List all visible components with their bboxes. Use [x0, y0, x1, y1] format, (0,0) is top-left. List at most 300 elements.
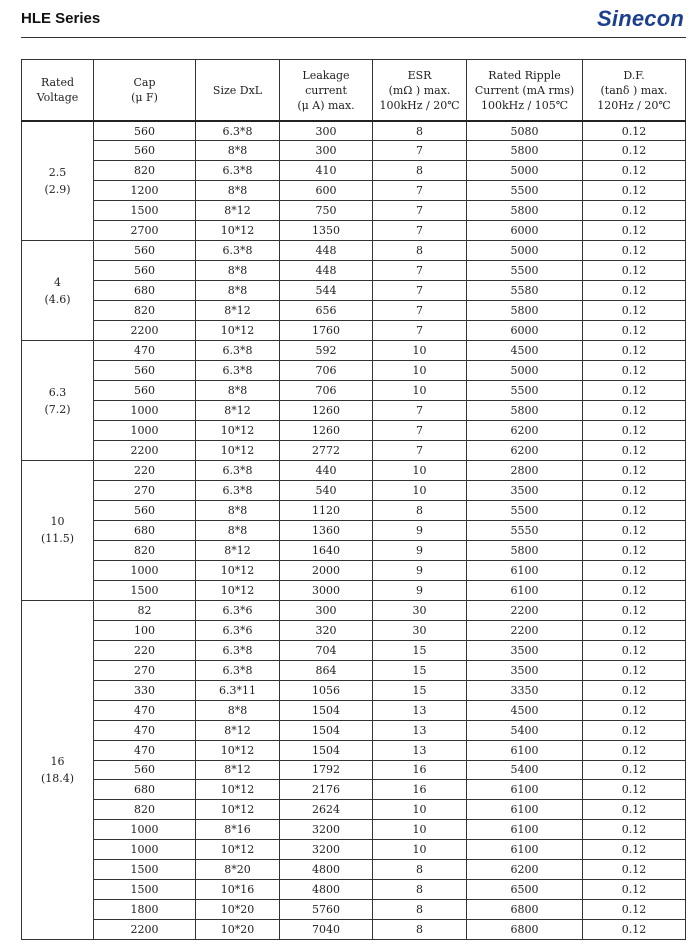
cap-cell: 560: [94, 141, 196, 161]
ripple-cell: 5000: [467, 361, 583, 381]
size-cell: 10*12: [196, 780, 280, 800]
leakage-cell: 1504: [280, 740, 373, 760]
leakage-cell: 864: [280, 660, 373, 680]
cap-cell: 2200: [94, 321, 196, 341]
column-header-cap: [94, 60, 196, 122]
leakage-cell: 1760: [280, 321, 373, 341]
cap-cell: 1000: [94, 840, 196, 860]
size-cell: 8*8: [196, 261, 280, 281]
column-header-line: ESR: [407, 68, 432, 82]
df-cell: 0.12: [583, 780, 686, 800]
cap-cell: 560: [94, 261, 196, 281]
table-row: [22, 341, 686, 361]
ripple-cell: 3350: [467, 680, 583, 700]
size-cell: 6.3*8: [196, 660, 280, 680]
df-cell: 0.12: [583, 361, 686, 381]
df-cell: 0.12: [583, 161, 686, 181]
size-cell: 10*12: [196, 560, 280, 580]
cap-cell: 560: [94, 361, 196, 381]
leakage-cell: 2624: [280, 800, 373, 820]
esr-cell: 8: [373, 900, 467, 920]
leakage-cell: 1504: [280, 700, 373, 720]
size-cell: 6.3*6: [196, 620, 280, 640]
leakage-cell: 750: [280, 201, 373, 221]
ripple-cell: 6800: [467, 900, 583, 920]
rated-voltage-cell: [22, 600, 94, 939]
rated-voltage-value: 16: [50, 754, 65, 768]
ripple-cell: 6500: [467, 880, 583, 900]
ripple-cell: 5500: [467, 381, 583, 401]
size-cell: 10*12: [196, 321, 280, 341]
table-row: [22, 700, 686, 720]
esr-cell: 15: [373, 640, 467, 660]
esr-cell: 13: [373, 700, 467, 720]
column-header-line: 100kHz / 105℃: [480, 98, 569, 112]
ripple-cell: 6000: [467, 321, 583, 341]
ripple-cell: 5800: [467, 401, 583, 421]
cap-cell: 820: [94, 800, 196, 820]
size-cell: 8*8: [196, 520, 280, 540]
df-cell: 0.12: [583, 520, 686, 540]
column-header-line: (μ A) max.: [297, 98, 355, 112]
cap-cell: 560: [94, 760, 196, 780]
size-cell: 6.3*8: [196, 460, 280, 480]
table-row: [22, 201, 686, 221]
cap-cell: 680: [94, 780, 196, 800]
leakage-cell: 656: [280, 301, 373, 321]
df-cell: 0.12: [583, 261, 686, 281]
header-row: [22, 60, 686, 122]
size-cell: 10*20: [196, 900, 280, 920]
ripple-cell: 5550: [467, 520, 583, 540]
esr-cell: 30: [373, 620, 467, 640]
table-row: [22, 121, 686, 141]
esr-cell: 9: [373, 520, 467, 540]
ripple-cell: 5500: [467, 500, 583, 520]
ripple-cell: 5500: [467, 261, 583, 281]
cap-cell: 560: [94, 241, 196, 261]
esr-cell: 8: [373, 500, 467, 520]
table-row: [22, 460, 686, 480]
ripple-cell: 6000: [467, 221, 583, 241]
size-cell: 8*8: [196, 181, 280, 201]
leakage-cell: 320: [280, 620, 373, 640]
ripple-cell: 6200: [467, 860, 583, 880]
esr-cell: 7: [373, 261, 467, 281]
df-cell: 0.12: [583, 540, 686, 560]
table-row: [22, 560, 686, 580]
cap-cell: 470: [94, 740, 196, 760]
leakage-cell: 544: [280, 281, 373, 301]
size-cell: 8*12: [196, 401, 280, 421]
leakage-cell: 5760: [280, 900, 373, 920]
df-cell: 0.12: [583, 181, 686, 201]
table-row: [22, 401, 686, 421]
df-cell: 0.12: [583, 500, 686, 520]
leakage-cell: 1120: [280, 500, 373, 520]
rated-voltage-cell: [22, 121, 94, 241]
table-row: [22, 720, 686, 740]
df-cell: 0.12: [583, 460, 686, 480]
ripple-cell: 6100: [467, 560, 583, 580]
df-cell: 0.12: [583, 680, 686, 700]
size-cell: 8*8: [196, 141, 280, 161]
esr-cell: 8: [373, 860, 467, 880]
ripple-cell: 3500: [467, 480, 583, 500]
size-cell: 8*16: [196, 820, 280, 840]
df-cell: 0.12: [583, 660, 686, 680]
esr-cell: 7: [373, 321, 467, 341]
cap-cell: 2200: [94, 920, 196, 940]
cap-cell: 820: [94, 161, 196, 181]
df-cell: 0.12: [583, 620, 686, 640]
size-cell: 10*20: [196, 920, 280, 940]
table-row: [22, 181, 686, 201]
df-cell: 0.12: [583, 800, 686, 820]
ripple-cell: 6100: [467, 820, 583, 840]
df-cell: 0.12: [583, 640, 686, 660]
df-cell: 0.12: [583, 201, 686, 221]
leakage-cell: 440: [280, 460, 373, 480]
size-cell: 6.3*8: [196, 341, 280, 361]
rated-voltage-cell: [22, 460, 94, 600]
ripple-cell: 4500: [467, 700, 583, 720]
esr-cell: 8: [373, 920, 467, 940]
df-cell: 0.12: [583, 700, 686, 720]
df-cell: 0.12: [583, 720, 686, 740]
cap-cell: 1500: [94, 860, 196, 880]
cap-cell: 1500: [94, 580, 196, 600]
column-header-leakage-current: [280, 60, 373, 122]
esr-cell: 7: [373, 141, 467, 161]
ripple-cell: 2200: [467, 620, 583, 640]
ripple-cell: 5500: [467, 181, 583, 201]
cap-cell: 1000: [94, 421, 196, 441]
df-cell: 0.12: [583, 860, 686, 880]
size-cell: 10*12: [196, 740, 280, 760]
rated-voltage-cell: [22, 341, 94, 461]
column-header-line: Voltage: [36, 91, 79, 104]
cap-cell: 820: [94, 301, 196, 321]
table-row: [22, 800, 686, 820]
column-header-line: Leakage: [302, 68, 350, 82]
esr-cell: 7: [373, 301, 467, 321]
table-row: [22, 680, 686, 700]
table-row: [22, 740, 686, 760]
leakage-cell: 1260: [280, 421, 373, 441]
leakage-cell: 3200: [280, 840, 373, 860]
size-cell: 10*12: [196, 840, 280, 860]
column-header-size: [196, 60, 280, 122]
table-row: [22, 301, 686, 321]
table-row: [22, 221, 686, 241]
esr-cell: 9: [373, 560, 467, 580]
size-cell: 6.3*8: [196, 161, 280, 181]
ripple-cell: 6100: [467, 780, 583, 800]
table-row: [22, 241, 686, 261]
leakage-cell: 3200: [280, 820, 373, 840]
table-row: [22, 261, 686, 281]
table-row: [22, 421, 686, 441]
leakage-cell: 1640: [280, 540, 373, 560]
ripple-cell: 5400: [467, 760, 583, 780]
column-header-line: (μ F): [131, 91, 158, 104]
ripple-cell: 6200: [467, 441, 583, 461]
leakage-cell: 600: [280, 181, 373, 201]
table-row: [22, 441, 686, 461]
ripple-cell: 6100: [467, 740, 583, 760]
esr-cell: 9: [373, 540, 467, 560]
df-cell: 0.12: [583, 900, 686, 920]
esr-cell: 15: [373, 660, 467, 680]
ripple-cell: 5800: [467, 201, 583, 221]
leakage-cell: 540: [280, 480, 373, 500]
df-cell: 0.12: [583, 341, 686, 361]
brand-logo: Sinecon: [597, 6, 684, 31]
leakage-cell: 448: [280, 261, 373, 281]
table-row: [22, 281, 686, 301]
size-cell: 8*12: [196, 720, 280, 740]
ripple-cell: 6800: [467, 920, 583, 940]
leakage-cell: 2000: [280, 560, 373, 580]
esr-cell: 13: [373, 720, 467, 740]
table-row: [22, 161, 686, 181]
ripple-cell: 5080: [467, 121, 583, 141]
table-row: [22, 141, 686, 161]
leakage-cell: 1792: [280, 760, 373, 780]
cap-cell: 330: [94, 680, 196, 700]
cap-cell: 680: [94, 281, 196, 301]
table-row: [22, 900, 686, 920]
column-header-ripple-current: [467, 60, 583, 122]
size-cell: 6.3*8: [196, 480, 280, 500]
size-cell: 8*8: [196, 381, 280, 401]
leakage-cell: 4800: [280, 880, 373, 900]
leakage-cell: 592: [280, 341, 373, 361]
ripple-cell: 5000: [467, 161, 583, 181]
cap-cell: 680: [94, 520, 196, 540]
cap-cell: 560: [94, 121, 196, 141]
esr-cell: 8: [373, 121, 467, 141]
size-cell: 8*12: [196, 540, 280, 560]
ripple-cell: 6100: [467, 800, 583, 820]
df-cell: 0.12: [583, 580, 686, 600]
esr-cell: 16: [373, 780, 467, 800]
esr-cell: 7: [373, 181, 467, 201]
esr-cell: 15: [373, 680, 467, 700]
cap-cell: 1000: [94, 820, 196, 840]
leakage-cell: 704: [280, 640, 373, 660]
leakage-cell: 410: [280, 161, 373, 181]
leakage-cell: 1350: [280, 221, 373, 241]
table-row: [22, 580, 686, 600]
leakage-cell: 300: [280, 600, 373, 620]
ripple-cell: 5800: [467, 301, 583, 321]
df-cell: 0.12: [583, 760, 686, 780]
df-cell: 0.12: [583, 820, 686, 840]
column-header-line: 120Hz / 20℃: [597, 98, 671, 112]
column-header-rated-voltage: [22, 60, 94, 122]
cap-cell: 270: [94, 480, 196, 500]
leakage-cell: 2772: [280, 441, 373, 461]
size-cell: 10*12: [196, 221, 280, 241]
table-row: [22, 480, 686, 500]
leakage-cell: 706: [280, 361, 373, 381]
ripple-cell: 2800: [467, 460, 583, 480]
ripple-cell: 6100: [467, 840, 583, 860]
esr-cell: 10: [373, 800, 467, 820]
size-cell: 8*20: [196, 860, 280, 880]
cap-cell: 220: [94, 460, 196, 480]
cap-cell: 1800: [94, 900, 196, 920]
esr-cell: 10: [373, 820, 467, 840]
df-cell: 0.12: [583, 560, 686, 580]
table-row: [22, 381, 686, 401]
esr-cell: 10: [373, 480, 467, 500]
ripple-cell: 4500: [467, 341, 583, 361]
table-row: [22, 640, 686, 660]
esr-cell: 7: [373, 421, 467, 441]
ripple-cell: 6200: [467, 421, 583, 441]
size-cell: 10*12: [196, 441, 280, 461]
ripple-cell: 5400: [467, 720, 583, 740]
surge-voltage-value: (4.6): [44, 292, 71, 306]
esr-cell: 13: [373, 740, 467, 760]
column-header-line: D.F.: [623, 68, 645, 82]
esr-cell: 10: [373, 361, 467, 381]
cap-cell: 1500: [94, 880, 196, 900]
esr-cell: 8: [373, 161, 467, 181]
size-cell: 6.3*8: [196, 121, 280, 141]
esr-cell: 8: [373, 241, 467, 261]
size-cell: 8*12: [196, 301, 280, 321]
df-cell: 0.12: [583, 381, 686, 401]
cap-cell: 1500: [94, 201, 196, 221]
esr-cell: 7: [373, 281, 467, 301]
size-cell: 8*12: [196, 760, 280, 780]
column-header-esr: [373, 60, 467, 122]
leakage-cell: 1360: [280, 520, 373, 540]
ripple-cell: 3500: [467, 640, 583, 660]
rated-voltage-cell: [22, 241, 94, 341]
column-header-line: Cap: [133, 76, 156, 89]
table-row: [22, 500, 686, 520]
df-cell: 0.12: [583, 241, 686, 261]
esr-cell: 16: [373, 760, 467, 780]
cap-cell: 220: [94, 640, 196, 660]
surge-voltage-value: (2.9): [44, 183, 71, 197]
df-cell: 0.12: [583, 441, 686, 461]
rated-voltage-value: 4: [54, 275, 61, 289]
series-title: HLE Series: [21, 10, 101, 27]
esr-cell: 8: [373, 880, 467, 900]
ripple-cell: 5000: [467, 241, 583, 261]
size-cell: 10*16: [196, 880, 280, 900]
table-row: [22, 321, 686, 341]
cap-cell: 470: [94, 341, 196, 361]
leakage-cell: 300: [280, 121, 373, 141]
surge-voltage-value: (7.2): [44, 402, 71, 416]
esr-cell: 10: [373, 840, 467, 860]
header-rule: [21, 37, 686, 38]
size-cell: 6.3*6: [196, 600, 280, 620]
leakage-cell: 1056: [280, 680, 373, 700]
df-cell: 0.12: [583, 600, 686, 620]
cap-cell: 560: [94, 381, 196, 401]
column-header-line: 100kHz / 20℃: [379, 98, 460, 112]
df-cell: 0.12: [583, 421, 686, 441]
cap-cell: 1000: [94, 560, 196, 580]
ripple-cell: 5800: [467, 540, 583, 560]
ripple-cell: 5580: [467, 281, 583, 301]
size-cell: 10*12: [196, 800, 280, 820]
table-row: [22, 540, 686, 560]
leakage-cell: 3000: [280, 580, 373, 600]
leakage-cell: 300: [280, 141, 373, 161]
ripple-cell: 5800: [467, 141, 583, 161]
cap-cell: 1000: [94, 401, 196, 421]
rated-voltage-value: 10: [50, 515, 65, 529]
column-header-line: Rated Ripple: [488, 68, 561, 82]
df-cell: 0.12: [583, 321, 686, 341]
cap-cell: 100: [94, 620, 196, 640]
df-cell: 0.12: [583, 840, 686, 860]
df-cell: 0.12: [583, 740, 686, 760]
cap-cell: 1200: [94, 181, 196, 201]
size-cell: 6.3*8: [196, 361, 280, 381]
cap-cell: 470: [94, 720, 196, 740]
df-cell: 0.12: [583, 121, 686, 141]
rated-voltage-value: 2.5: [48, 166, 67, 180]
table-row: [22, 361, 686, 381]
table-row: [22, 520, 686, 540]
size-cell: 10*12: [196, 580, 280, 600]
cap-cell: 270: [94, 660, 196, 680]
table-row: [22, 760, 686, 780]
esr-cell: 7: [373, 401, 467, 421]
column-header-line: (tanδ ) max.: [600, 83, 668, 97]
ripple-cell: 2200: [467, 600, 583, 620]
leakage-cell: 7040: [280, 920, 373, 940]
spec-table: [21, 59, 686, 940]
esr-cell: 10: [373, 341, 467, 361]
size-cell: 8*8: [196, 500, 280, 520]
leakage-cell: 706: [280, 381, 373, 401]
cap-cell: 820: [94, 540, 196, 560]
df-cell: 0.12: [583, 480, 686, 500]
spec-table-body: [22, 121, 686, 940]
cap-cell: 2200: [94, 441, 196, 461]
leakage-cell: 1260: [280, 401, 373, 421]
df-cell: 0.12: [583, 221, 686, 241]
cap-cell: 82: [94, 600, 196, 620]
size-cell: 10*12: [196, 421, 280, 441]
esr-cell: 10: [373, 460, 467, 480]
surge-voltage-value: (11.5): [40, 532, 75, 546]
table-row: [22, 860, 686, 880]
esr-cell: 30: [373, 600, 467, 620]
leakage-cell: 448: [280, 241, 373, 261]
size-cell: 6.3*8: [196, 640, 280, 660]
cap-cell: 560: [94, 500, 196, 520]
table-row: [22, 880, 686, 900]
column-header-line: (mΩ ) max.: [388, 83, 451, 97]
column-header-line: Rated: [40, 76, 75, 89]
df-cell: 0.12: [583, 401, 686, 421]
leakage-cell: 2176: [280, 780, 373, 800]
cap-cell: 470: [94, 700, 196, 720]
size-cell: 8*8: [196, 281, 280, 301]
